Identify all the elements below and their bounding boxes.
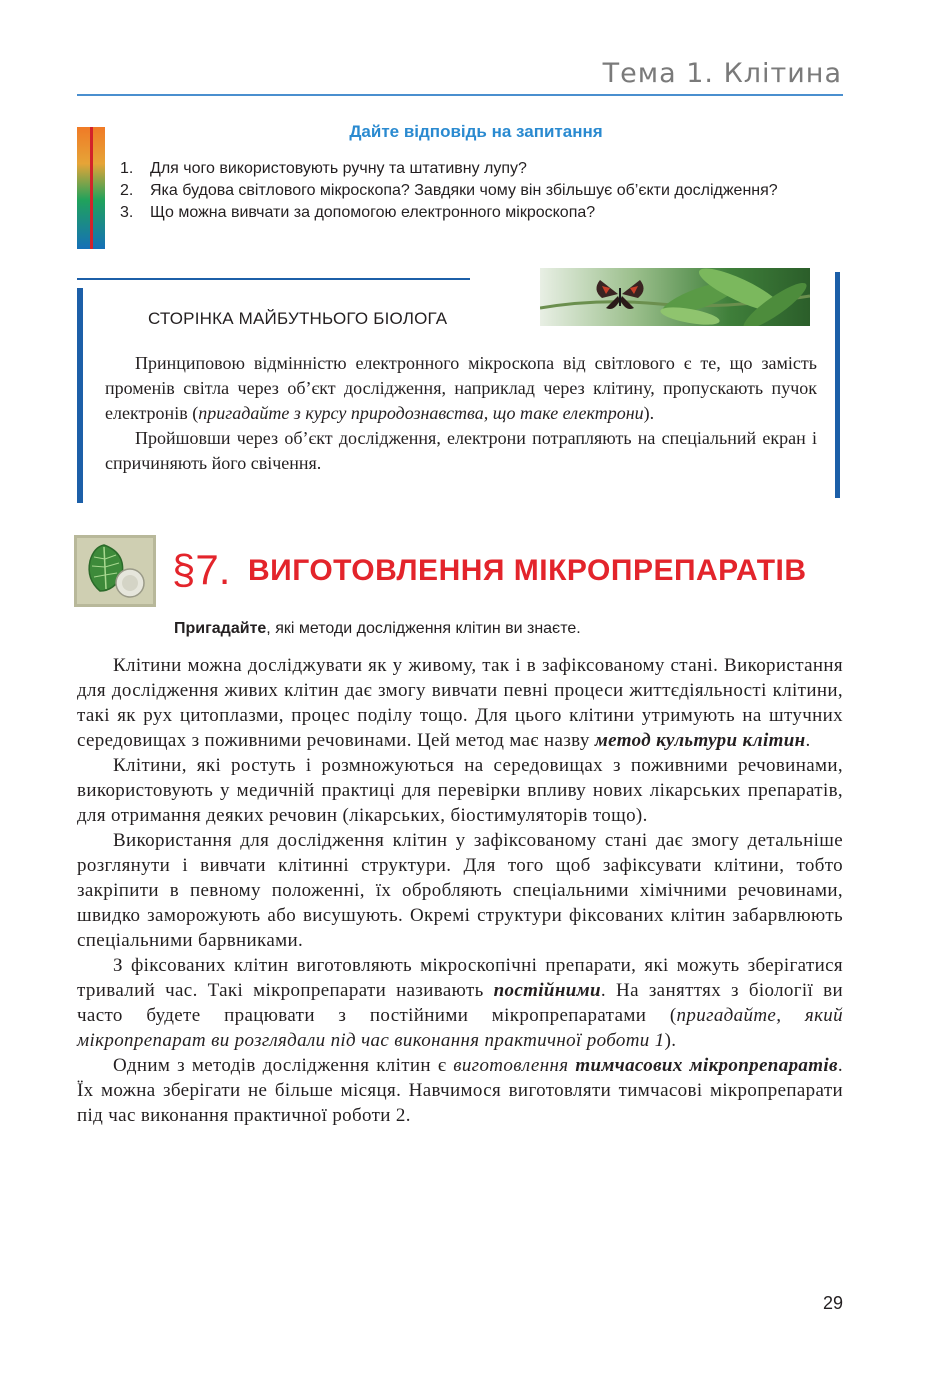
- fb-paragraph: Пройшовши через об’єкт дослідження, електрони потрапляють на спеціальний екран і спричиняють його свічення.: [105, 428, 817, 473]
- body-paragraph: З фіксованих клітин виготовляють мікроскопічні препарати, які можуть зберігатися тривалий час. Такі мікропрепарати називають постійними. На заняттях з біології ви часто будете працювати з постійними мікропрепаратами (пригадайте, який мікропрепарат ви розглядали під час виконання практичної роботи 1).: [77, 955, 844, 1051]
- body-paragraph: Одним з методів дослідження клітин є виготовлення тимчасових мікропрепаратів. Їх можна зберігати не більше місяця. Навчимося виготовляти тимчасові мікропрепарати під час виконання практичної роботи 2.: [77, 1055, 843, 1126]
- question-item: 3. Що можна вивчати за допомогою електронного мікроскопа?: [120, 204, 596, 221]
- recall-prompt: Пригадайте, які методи дослідження клітин ви знаєте.: [174, 620, 581, 637]
- header-rule: [77, 94, 843, 96]
- topic-header: Тема 1. Клітина: [602, 58, 842, 89]
- box-right-rule: [835, 272, 840, 498]
- questions-list: [120, 158, 842, 224]
- body-paragraph: Клітини можна досліджувати як у живому, так і в зафіксованому стані. Використання для дослідження живих клітин дає змогу вивчати певні процеси життєдіяльності клітини, такі як рух цитоплазми, процес поділу тощо. Для цього клітини утримують на штучних середовищах з поживними речовинами. Цей метод має назву метод культури клітин.: [77, 655, 843, 751]
- butterfly-leaves-photo: [540, 268, 810, 326]
- future-biologist-text: [105, 351, 817, 476]
- body-paragraph: Клітини, які ростуть і розмножуються на середовищах з поживними речовинами, використовують у медичній практиці для перевірки впливу нових лікарських препаратів, для отримання деяких речовин (лікарських, біостимуляторів тощо).: [77, 755, 843, 826]
- future-biologist-title: СТОРІНКА МАЙБУТНЬОГО БІОЛОГА: [148, 309, 448, 328]
- page-number: 29: [822, 1293, 843, 1313]
- body-paragraph: Використання для дослідження клітин у зафіксованому стані дає змогу детальніше розглянути і вивчати клітинні структури. Для того щоб зафіксувати клітини, тобто закріпити в певному положенні, їх обробляють спеціальними хімічними речовинами, швидко заморожують або висушують. Окремі структури фіксованих клітин забарвлюють спеціальними барвниками.: [77, 830, 843, 951]
- box-left-rule: [77, 288, 83, 503]
- questions-title: Дайте відповідь на запитання: [349, 122, 603, 141]
- box-top-rule: [77, 278, 470, 280]
- question-item: 1. Для чого використовують ручну та штативну лупу?: [120, 160, 527, 177]
- section-number: §7.: [172, 546, 231, 593]
- section-title: ВИГОТОВЛЕННЯ МІКРОПРЕПАРАТІВ: [248, 554, 807, 587]
- question-item: 2. Яка будова світлового мікроскопа? Завдяки чому він збільшує об’єкти дослідження?: [120, 182, 778, 199]
- body-text: [77, 653, 843, 1128]
- questions-color-bar: [77, 127, 105, 249]
- leaf-section-icon: [74, 535, 156, 607]
- fb-paragraph: Принциповою відмінністю електронного мікроскопа від світлового є те, що замість променів світла через об’єкт дослідження, наприклад через клітину, пропускають пучок електронів (пригадайте з курсу природознавства, що таке електрони).: [105, 353, 817, 423]
